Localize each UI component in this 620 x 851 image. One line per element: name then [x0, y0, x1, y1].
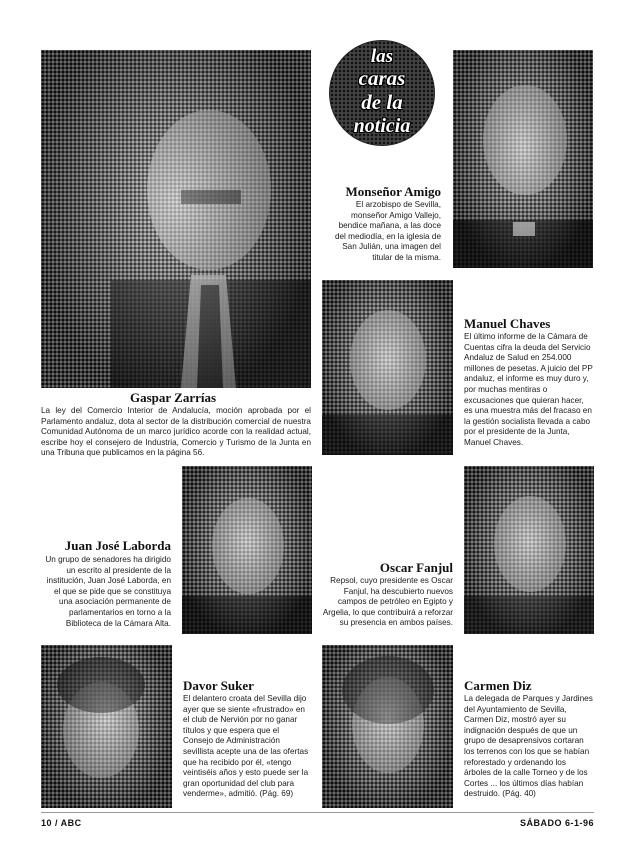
photo-carmen-diz	[322, 645, 453, 808]
las-caras-de-la-noticia-badge	[329, 40, 435, 146]
photo-monsenor-amigo	[453, 50, 593, 268]
photo-juan-jose-laborda	[182, 466, 312, 634]
text-manuel-chaves: El último informe de la Cámara de Cuentas cifra la deuda del Servicio Andaluz de Salud en 254.000 millones de pesetas. A juicio del PP andaluz, el informe es muy duro y, por muchas mentiras o excusaciones que quieran hacer, es una muestra más del fracaso en la gestión socialista llevada a cabo por el presidente de la Junta, Manuel Chaves.	[464, 332, 593, 447]
name-monsenor-amigo: Monseñor Amigo	[345, 184, 441, 199]
text-monsenor-amigo: El arzobispo de Sevilla, monseñor Amigo Vallejo, bendice mañana, a las doce del mediodía, en la iglesia de San Julián, una imagen del titular de la misma.	[334, 200, 441, 262]
text-gaspar-zarrias: La ley del Comercio Interior de Andalucía, moción aprobada por el Parlamento andaluz, dota al sector de la distribución comercial de nuestra Comunidad Autónoma de un marco jurídico acorde con la realidad actual, escribe hoy el consejero de Industria, Comercio y Turismo de la Junta en una Tribuna que publicamos en la página 56.	[41, 406, 311, 458]
photo-gaspar-zarrias	[41, 50, 311, 388]
name-carmen-diz: Carmen Diz	[464, 678, 532, 693]
text-oscar-fanjul: Repsol, cuyo presidente es Oscar Fanjul, ha descubierto nuevos campos de petróleo en Egipto y Argelia, lo que contribuirá a reforzar su presencia en ambos países.	[322, 576, 453, 628]
footer-page-number: 10 / ABC	[41, 818, 82, 828]
name-davor-suker: Davor Suker	[183, 678, 254, 693]
photo-oscar-fanjul	[464, 466, 594, 634]
name-gaspar-zarrias: Gaspar Zarrías	[130, 390, 217, 405]
footer-rule	[41, 812, 594, 813]
badge-line-1: las	[370, 46, 394, 67]
text-juan-jose-laborda: Un grupo de senadores ha dirigido un escrito al presidente de la institución, Juan José Laborda, en el que se pide que se constituya una asociación permanente de parlamentarios en torno a la Biblioteca de la Cámara Alta.	[45, 555, 171, 628]
badge-line-2: caras	[358, 66, 406, 90]
name-manuel-chaves: Manuel Chaves	[464, 316, 551, 331]
badge-line-3: de la	[361, 90, 403, 114]
text-carmen-diz: La delegada de Parques y Jardines del Ayuntamiento de Sevilla, Carmen Diz, mostró ayer su indignación después de que un grupo de desaprensivos cortaran los terrenos con los que se habían reforestado y ordenando los árboles de la calle Torneo y de los Cortes ... los últimos días habían destruido. (Pág. 40)	[464, 694, 593, 799]
footer-date: SÁBADO 6-1-96	[520, 818, 595, 828]
name-juan-jose-laborda: Juan José Laborda	[64, 538, 171, 553]
badge-line-4: noticia	[353, 115, 411, 137]
photo-davor-suker	[41, 645, 172, 808]
photo-manuel-chaves	[322, 280, 453, 455]
text-davor-suker: El delantero croata del Sevilla dijo ayer que se siente «frustrado» en el club de Nervión por no ganar títulos y que espera que el Consejo de Administración sevillista acepte una de las ofertas que ha recibido por él, «tengo veintiséis años y esto puede ser la gran oportunidad del club para venderme», admitió. (Pág. 69)	[183, 694, 309, 799]
name-oscar-fanjul: Oscar Fanjul	[379, 560, 453, 575]
